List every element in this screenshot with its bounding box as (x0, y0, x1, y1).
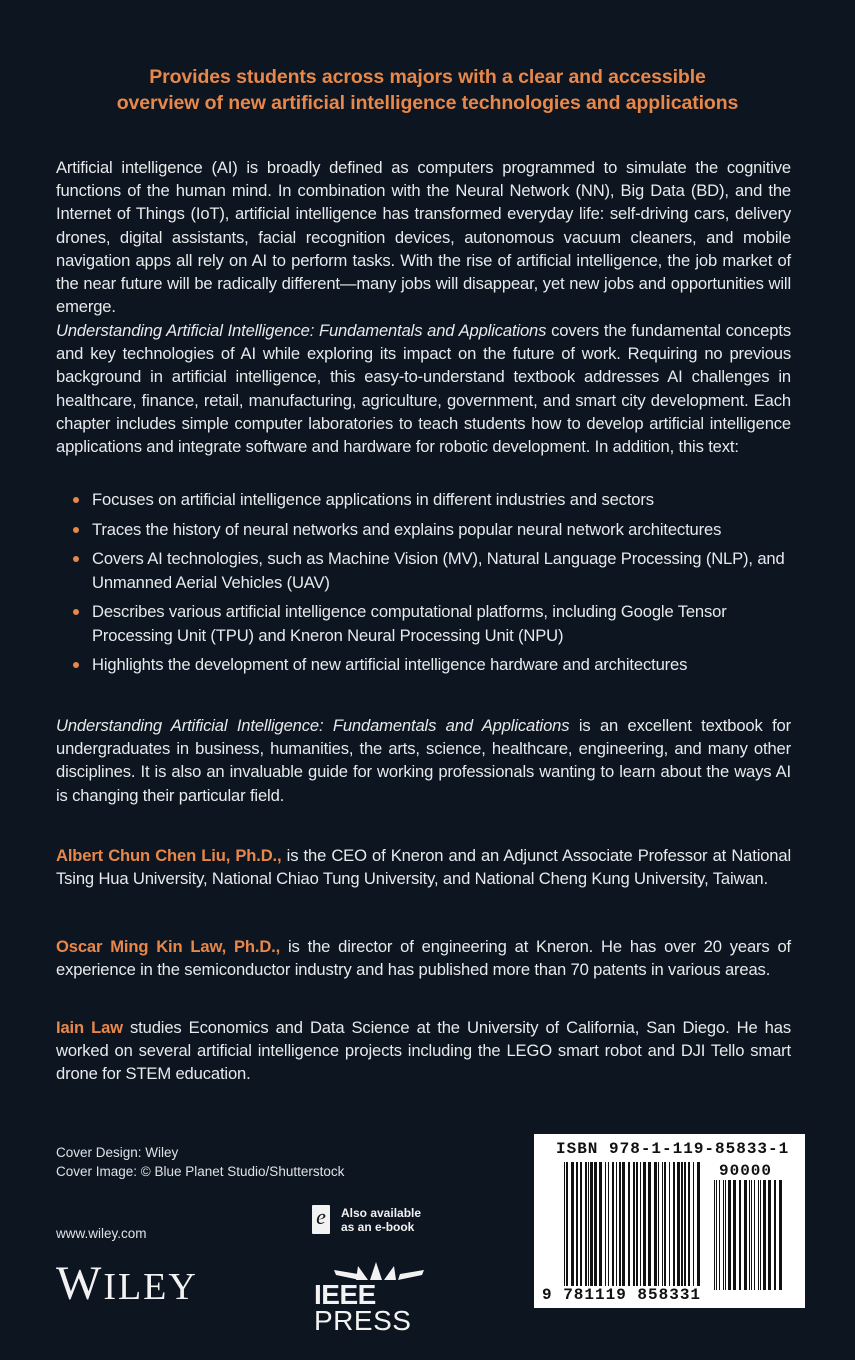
barcode-bar (608, 1162, 609, 1286)
e-book-icon: e (312, 1205, 330, 1234)
isbn-label: ISBN 978-1-119-85833-1 (556, 1140, 790, 1158)
barcode-bar (643, 1162, 646, 1286)
barcode-bar (725, 1180, 726, 1290)
barcode-bar (599, 1162, 602, 1286)
author-name: Iain Law (56, 1018, 123, 1037)
ieee-word: IEEE (314, 1279, 376, 1310)
author-description: is the CEO of Kneron and an Adjunct Associate Professor at National Tsing Hua University, National Chiao Tung University, and National Cheng Kung University, Taiwan. (56, 846, 792, 889)
audience-paragraph-text (56, 714, 791, 807)
bullet-icon (73, 497, 79, 503)
author-bio (56, 1016, 791, 1086)
barcode-bar (684, 1162, 686, 1286)
feature-list-item (56, 518, 791, 541)
barcode-bar (751, 1180, 752, 1290)
intro-paragraph-text: Artificial intelligence (AI) is broadly defined as computers programmed to simulate the cognitive functions of the human mind. In combination with the Neural Network (NN), Big Data (BD), and the Internet of Things (IoT), artificial intelligence has transformed everyday life: self-driving cars, delivery drones, digital assistants, facial recognition devices, autonomous vacuum cleaners, and mobile navigation apps all rely on AI to perform tasks. With the rise of artificial intelligence, the job market of the near future will be radically different—many jobs will disappear, yet new jobs and opportunities will emerge. (56, 158, 791, 317)
ieee-rays-icon (334, 1262, 424, 1280)
feature-list (56, 488, 791, 683)
barcode-bar (648, 1162, 651, 1286)
barcode-bar (744, 1180, 747, 1290)
barcode-bar (758, 1180, 759, 1290)
feature-list-item (56, 653, 791, 676)
barcode-bar (693, 1162, 694, 1286)
barcode-bar (662, 1162, 663, 1286)
bullet-icon (73, 609, 79, 615)
intro-paragraph (56, 156, 791, 318)
barcode-bar (774, 1180, 776, 1290)
wiley-logo (56, 1257, 198, 1311)
bullet-icon (73, 556, 79, 562)
barcode-bar (719, 1180, 720, 1290)
barcode-bar (768, 1180, 771, 1290)
tagline-line-1: Provides students across majors with a clear and accessible (149, 66, 706, 88)
barcode-bar (654, 1162, 657, 1286)
bullet-icon (73, 662, 79, 668)
barcode-bar (633, 1162, 635, 1286)
author-bio-text (56, 935, 791, 981)
author-bio (56, 935, 791, 981)
barcode-bar (616, 1162, 617, 1286)
cover-image-credit: Cover Image: © Blue Planet Studio/Shutterstock (56, 1164, 345, 1179)
feature-text: Highlights the development of new artificial intelligence hardware and architectures (92, 655, 688, 675)
barcode-bar (739, 1180, 741, 1290)
addon-barcode-bars (714, 1180, 786, 1306)
barcode-bar (588, 1162, 589, 1286)
barcode-bar (763, 1180, 766, 1290)
barcode-bar (669, 1162, 670, 1286)
barcode-bar (640, 1162, 641, 1286)
author-bio-text (56, 844, 791, 890)
barcode-bar (728, 1180, 731, 1290)
barcode-bar (688, 1162, 690, 1286)
barcode-bar (590, 1162, 593, 1286)
coverage-paragraph-text (56, 319, 791, 458)
barcode-bar (749, 1180, 750, 1290)
barcode-bar (673, 1162, 675, 1286)
barcode-bar (697, 1162, 700, 1286)
ebook-notice (312, 1205, 421, 1234)
tagline (0, 64, 855, 116)
barcode-bar (628, 1162, 630, 1286)
barcode-bar (723, 1180, 724, 1290)
barcode-bar (594, 1162, 597, 1286)
barcode-bar (564, 1162, 565, 1286)
press-word: PRESS (314, 1305, 412, 1336)
book-title: Understanding Artificial Intelligence: Fundamentals and Applications (56, 716, 570, 735)
publisher-website[interactable]: www.wiley.com (56, 1226, 147, 1241)
author-bio (56, 844, 791, 890)
barcode-bar (677, 1162, 680, 1286)
author-name: Albert Chun Chen Liu, Ph.D., (56, 846, 282, 865)
barcode-bar (636, 1162, 638, 1286)
barcode-bar (576, 1162, 578, 1286)
barcode-bar (779, 1180, 782, 1290)
wiley-logo-initial: W (56, 1257, 104, 1310)
audience-paragraph (56, 714, 791, 807)
barcode-bar (760, 1180, 761, 1290)
barcode-bar (664, 1162, 666, 1286)
barcode-bar (619, 1162, 621, 1286)
tagline-line-2: overview of new artificial intelligence technologies and applications (116, 92, 739, 114)
cover-credits (56, 1143, 344, 1181)
ieee-press-logo (314, 1262, 454, 1334)
barcode-bar (605, 1162, 606, 1286)
barcode-bar (585, 1162, 587, 1286)
coverage-text: covers the fundamental concepts and key technologies of AI while exploring its impact on the future of work. Requiring no previous background in artificial intelligence, this easy-to-understand textbook addresses AI challenges in healthcare, finance, retail, manufacturing, agriculture, government, and smart city development. Each chapter includes simple computer laboratories to teach students how to develop artificial intelligence applications and integrate software and hardware for robotic development. In addition, this text: (56, 321, 791, 457)
barcode-bar (658, 1162, 659, 1286)
feature-list-item (56, 488, 791, 511)
barcode-bar (580, 1162, 582, 1286)
feature-text: Covers AI technologies, such as Machine Vision (MV), Natural Language Processing (NLP), and Unmanned Aerial Vehicles (UAV) (92, 549, 785, 592)
barcode-bar (566, 1162, 568, 1286)
wiley-logo-rest: ILEY (103, 1266, 198, 1308)
barcode-bar (754, 1180, 755, 1290)
bullet-icon (73, 527, 79, 533)
author-name: Oscar Ming Kin Law, Ph.D., (56, 937, 281, 956)
ean-number: 9 781119 858331 (542, 1286, 702, 1304)
barcode-bar (571, 1162, 574, 1286)
isbn-barcode (534, 1134, 805, 1308)
barcode-bar (716, 1180, 717, 1290)
book-title: Understanding Artificial Intelligence: Fundamentals and Applications (56, 321, 547, 340)
ebook-line-2: as an e-book (341, 1219, 415, 1234)
barcode-bar (733, 1180, 736, 1290)
coverage-paragraph (56, 319, 791, 458)
feature-text: Focuses on artificial intelligence applications in different industries and sectors (92, 490, 654, 509)
author-description: studies Economics and Data Science at the University of California, San Diego. He has worked on several artificial intelligence projects including the LEGO smart robot and DJI Tello smart drone for STEM education. (56, 1018, 791, 1084)
ebook-line-1: Also available (341, 1205, 422, 1220)
author-description: is the director of engineering at Kneron. He has over 20 years of experience in the semiconductor industry and has published more than 70 patents in various areas. (56, 937, 792, 980)
barcode-bar (622, 1162, 625, 1286)
barcode-bar (681, 1162, 683, 1286)
cover-design-credit: Cover Design: Wiley (56, 1145, 179, 1160)
feature-text: Describes various artificial intelligence computational platforms, including Google Tensor Processing Unit (TPU) and Kneron Neural Processing Unit (NPU) (92, 602, 727, 645)
author-bio-text (56, 1016, 791, 1086)
barcode-bar (612, 1162, 614, 1286)
barcode-bar (714, 1180, 715, 1290)
ean-barcode-bars (564, 1162, 704, 1286)
audience-text: is an excellent textbook for undergraduates in business, humanities, the arts, science, healthcare, engineering, and many other disciplines. It is also an invaluable guide for working professionals wanting to learn about the ways AI is changing their particular field. (56, 716, 791, 805)
price-addon-number: 90000 (719, 1162, 773, 1180)
ebook-text (341, 1206, 421, 1234)
feature-text: Traces the history of neural networks and explains popular neural network architectures (92, 519, 722, 539)
ieee-press-text (314, 1279, 454, 1336)
feature-list-item (56, 547, 791, 593)
feature-list-item (56, 600, 791, 646)
